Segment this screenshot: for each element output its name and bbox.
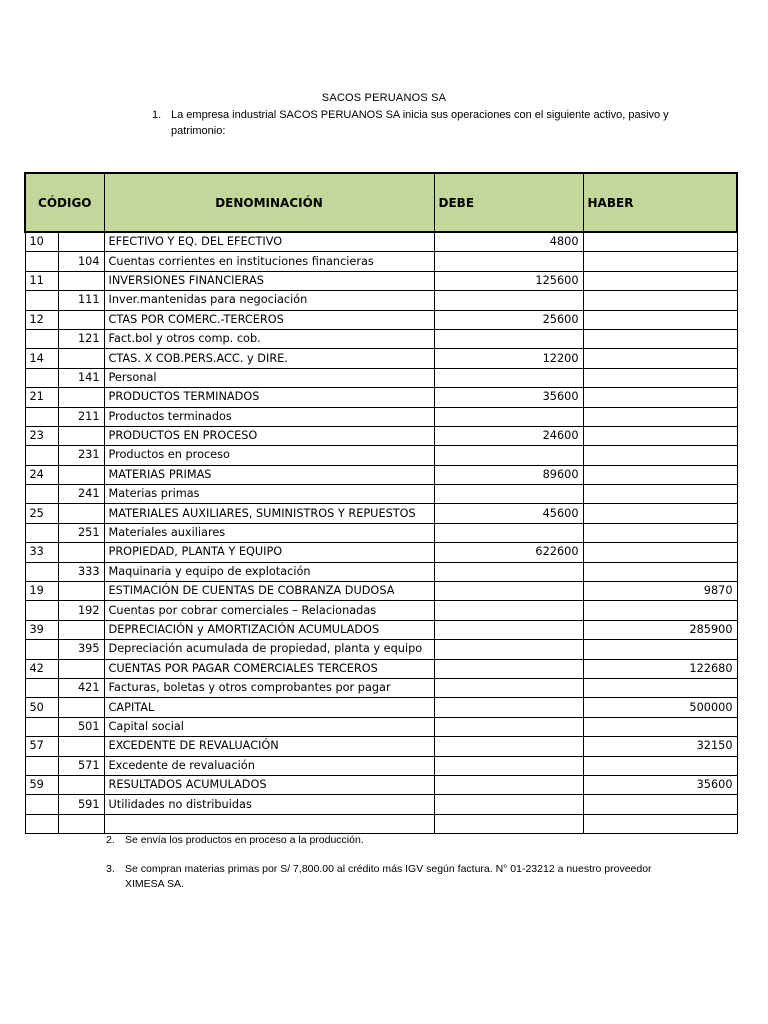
denomination-cell: Materias primas xyxy=(104,485,434,504)
debe-cell xyxy=(434,659,583,678)
debe-cell xyxy=(434,640,583,659)
denomination-cell: ESTIMACIÓN DE CUENTAS DE COBRANZA DUDOSA xyxy=(104,582,434,601)
haber-cell: 9870 xyxy=(583,582,737,601)
haber-cell xyxy=(583,523,737,542)
table-row xyxy=(25,388,737,407)
table-row xyxy=(25,795,737,814)
denomination-cell: Fact.bol y otros comp. cob. xyxy=(104,329,434,348)
account-code-cell xyxy=(25,795,58,814)
header-debe: DEBE xyxy=(434,173,583,232)
table-row xyxy=(25,659,737,678)
account-code-cell: 12 xyxy=(25,310,58,329)
debe-cell xyxy=(434,775,583,794)
account-code-cell xyxy=(25,601,58,620)
intro-paragraph xyxy=(152,107,672,139)
haber-cell xyxy=(583,349,737,368)
debe-cell xyxy=(434,601,583,620)
subaccount-code-cell: 211 xyxy=(58,407,104,426)
haber-cell: 285900 xyxy=(583,620,737,639)
table-row xyxy=(25,698,737,717)
haber-cell xyxy=(583,717,737,736)
subaccount-code-cell: 231 xyxy=(58,446,104,465)
account-code-cell: 19 xyxy=(25,582,58,601)
table-row xyxy=(25,329,737,348)
denomination-cell: Utilidades no distribuidas xyxy=(104,795,434,814)
account-code-cell xyxy=(25,523,58,542)
table-row xyxy=(25,582,737,601)
table-row xyxy=(25,717,737,736)
note-3 xyxy=(106,862,686,892)
debe-cell xyxy=(434,678,583,697)
account-code-cell xyxy=(25,640,58,659)
subaccount-code-cell: 251 xyxy=(58,523,104,542)
haber-cell xyxy=(583,310,737,329)
haber-cell xyxy=(583,426,737,445)
account-code-cell: 42 xyxy=(25,659,58,678)
haber-cell xyxy=(583,543,737,562)
debe-cell xyxy=(434,446,583,465)
debe-cell: 35600 xyxy=(434,388,583,407)
haber-cell xyxy=(583,485,737,504)
subaccount-code-cell xyxy=(58,814,104,833)
debe-cell xyxy=(434,485,583,504)
haber-cell xyxy=(583,232,737,252)
debe-cell: 125600 xyxy=(434,271,583,290)
debe-cell: 25600 xyxy=(434,310,583,329)
denomination-cell: PRODUCTOS TERMINADOS xyxy=(104,388,434,407)
table-row xyxy=(25,349,737,368)
subaccount-code-cell xyxy=(58,543,104,562)
table-row xyxy=(25,504,737,523)
denomination-cell: MATERIALES AUXILIARES, SUMINISTROS Y REPUESTOS xyxy=(104,504,434,523)
note-text: Se envía los productos en proceso a la producción. xyxy=(125,834,364,846)
denomination-cell: PRODUCTOS EN PROCESO xyxy=(104,426,434,445)
table-row xyxy=(25,310,737,329)
denomination-cell: Productos en proceso xyxy=(104,446,434,465)
haber-cell: 500000 xyxy=(583,698,737,717)
haber-cell xyxy=(583,601,737,620)
subaccount-code-cell xyxy=(58,737,104,756)
haber-cell xyxy=(583,814,737,833)
account-code-cell xyxy=(25,291,58,310)
account-code-cell: 14 xyxy=(25,349,58,368)
table-row xyxy=(25,291,737,310)
haber-cell: 32150 xyxy=(583,737,737,756)
accounts-table xyxy=(24,172,738,834)
subaccount-code-cell xyxy=(58,504,104,523)
subaccount-code-cell: 501 xyxy=(58,717,104,736)
debe-cell: 12200 xyxy=(434,349,583,368)
denomination-cell: EFECTIVO Y EQ. DEL EFECTIVO xyxy=(104,232,434,252)
debe-cell xyxy=(434,562,583,581)
account-code-cell: 11 xyxy=(25,271,58,290)
note-number: 3. xyxy=(106,863,115,875)
table-row xyxy=(25,775,737,794)
table-row xyxy=(25,368,737,387)
haber-cell xyxy=(583,407,737,426)
note-text: Se compran materias primas por S/ 7,800.00 al crédito más IGV según factura. N° 01-23212 a nuestro proveedor XIMESA SA. xyxy=(125,863,652,890)
haber-cell xyxy=(583,504,737,523)
debe-cell xyxy=(434,252,583,271)
denomination-cell: Excedente de revaluación xyxy=(104,756,434,775)
account-code-cell xyxy=(25,562,58,581)
subaccount-code-cell xyxy=(58,775,104,794)
haber-cell xyxy=(583,368,737,387)
subaccount-code-cell xyxy=(58,310,104,329)
note-number: 2. xyxy=(106,834,115,846)
haber-cell xyxy=(583,678,737,697)
subaccount-code-cell xyxy=(58,582,104,601)
debe-cell xyxy=(434,368,583,387)
denomination-cell: Materiales auxiliares xyxy=(104,523,434,542)
haber-cell: 122680 xyxy=(583,659,737,678)
table-row xyxy=(25,271,737,290)
debe-cell: 4800 xyxy=(434,232,583,252)
table-row xyxy=(25,426,737,445)
haber-cell xyxy=(583,562,737,581)
header-denomination: DENOMINACIÓN xyxy=(104,173,434,232)
denomination-cell: Personal xyxy=(104,368,434,387)
denomination-cell: Facturas, boletas y otros comprobantes por pagar xyxy=(104,678,434,697)
intro-number: 1. xyxy=(152,109,162,121)
debe-cell xyxy=(434,291,583,310)
account-code-cell xyxy=(25,678,58,697)
haber-cell xyxy=(583,291,737,310)
subaccount-code-cell: 591 xyxy=(58,795,104,814)
table-row xyxy=(25,562,737,581)
debe-cell: 622600 xyxy=(434,543,583,562)
account-code-cell: 24 xyxy=(25,465,58,484)
note-2 xyxy=(106,833,706,848)
subaccount-code-cell: 192 xyxy=(58,601,104,620)
subaccount-code-cell xyxy=(58,232,104,252)
table-row xyxy=(25,640,737,659)
table-row xyxy=(25,407,737,426)
table-row xyxy=(25,601,737,620)
table-row xyxy=(25,465,737,484)
subaccount-code-cell: 395 xyxy=(58,640,104,659)
debe-cell xyxy=(434,407,583,426)
denomination-cell: PROPIEDAD, PLANTA Y EQUIPO xyxy=(104,543,434,562)
subaccount-code-cell: 333 xyxy=(58,562,104,581)
account-code-cell xyxy=(25,252,58,271)
denomination-cell: RESULTADOS ACUMULADOS xyxy=(104,775,434,794)
subaccount-code-cell: 104 xyxy=(58,252,104,271)
denomination-cell: INVERSIONES FINANCIERAS xyxy=(104,271,434,290)
haber-cell xyxy=(583,446,737,465)
subaccount-code-cell: 571 xyxy=(58,756,104,775)
subaccount-code-cell xyxy=(58,465,104,484)
debe-cell xyxy=(434,717,583,736)
denomination-cell: Depreciación acumulada de propiedad, planta y equipo xyxy=(104,640,434,659)
subaccount-code-cell xyxy=(58,698,104,717)
table-row xyxy=(25,232,737,252)
denomination-cell: CUENTAS POR PAGAR COMERCIALES TERCEROS xyxy=(104,659,434,678)
subaccount-code-cell xyxy=(58,388,104,407)
subaccount-code-cell: 421 xyxy=(58,678,104,697)
denomination-cell: DEPRECIACIÓN y AMORTIZACIÓN ACUMULADOS xyxy=(104,620,434,639)
debe-cell xyxy=(434,795,583,814)
denomination-cell: Cuentas por cobrar comerciales – Relacionadas xyxy=(104,601,434,620)
debe-cell xyxy=(434,756,583,775)
table-row xyxy=(25,252,737,271)
account-code-cell: 33 xyxy=(25,543,58,562)
account-code-cell xyxy=(25,485,58,504)
account-code-cell xyxy=(25,814,58,833)
table-row xyxy=(25,756,737,775)
table-row xyxy=(25,814,737,833)
header-haber: HABER xyxy=(583,173,737,232)
account-code-cell xyxy=(25,329,58,348)
subaccount-code-cell: 241 xyxy=(58,485,104,504)
account-code-cell: 50 xyxy=(25,698,58,717)
haber-cell xyxy=(583,388,737,407)
debe-cell xyxy=(434,620,583,639)
intro-text: La empresa industrial SACOS PERUANOS SA inicia sus operaciones con el siguiente activo, pasivo y patrimonio: xyxy=(171,109,669,137)
account-code-cell: 59 xyxy=(25,775,58,794)
denomination-cell: CAPITAL xyxy=(104,698,434,717)
haber-cell: 35600 xyxy=(583,775,737,794)
account-code-cell: 21 xyxy=(25,388,58,407)
debe-cell xyxy=(434,329,583,348)
table-body xyxy=(25,232,737,834)
account-code-cell xyxy=(25,446,58,465)
account-code-cell: 39 xyxy=(25,620,58,639)
haber-cell xyxy=(583,465,737,484)
haber-cell xyxy=(583,640,737,659)
denomination-cell: Productos terminados xyxy=(104,407,434,426)
table-header-row xyxy=(25,173,737,232)
subaccount-code-cell: 111 xyxy=(58,291,104,310)
debe-cell: 45600 xyxy=(434,504,583,523)
table-row xyxy=(25,737,737,756)
account-code-cell xyxy=(25,368,58,387)
debe-cell: 89600 xyxy=(434,465,583,484)
subaccount-code-cell xyxy=(58,426,104,445)
debe-cell xyxy=(434,814,583,833)
account-code-cell xyxy=(25,756,58,775)
table-row xyxy=(25,678,737,697)
denomination-cell: Cuentas corrientes en instituciones financieras xyxy=(104,252,434,271)
header-code: CÓDIGO xyxy=(25,173,104,232)
haber-cell xyxy=(583,271,737,290)
table-row xyxy=(25,485,737,504)
denomination-cell xyxy=(104,814,434,833)
subaccount-code-cell xyxy=(58,349,104,368)
debe-cell xyxy=(434,737,583,756)
haber-cell xyxy=(583,252,737,271)
table-row xyxy=(25,620,737,639)
haber-cell xyxy=(583,329,737,348)
account-code-cell: 57 xyxy=(25,737,58,756)
haber-cell xyxy=(583,756,737,775)
table-row xyxy=(25,523,737,542)
table-row xyxy=(25,543,737,562)
account-code-cell xyxy=(25,717,58,736)
haber-cell xyxy=(583,795,737,814)
debe-cell xyxy=(434,523,583,542)
debe-cell xyxy=(434,698,583,717)
account-code-cell: 25 xyxy=(25,504,58,523)
account-code-cell xyxy=(25,407,58,426)
document-title: SACOS PERUANOS SA xyxy=(321,92,447,104)
subaccount-code-cell xyxy=(58,620,104,639)
denomination-cell: EXCEDENTE DE REVALUACIÓN xyxy=(104,737,434,756)
denomination-cell: CTAS POR COMERC.-TERCEROS xyxy=(104,310,434,329)
subaccount-code-cell: 121 xyxy=(58,329,104,348)
debe-cell: 24600 xyxy=(434,426,583,445)
debe-cell xyxy=(434,582,583,601)
subaccount-code-cell xyxy=(58,659,104,678)
account-code-cell: 23 xyxy=(25,426,58,445)
denomination-cell: CTAS. X COB.PERS.ACC. y DIRE. xyxy=(104,349,434,368)
denomination-cell: Maquinaria y equipo de explotación xyxy=(104,562,434,581)
denomination-cell: MATERIAS PRIMAS xyxy=(104,465,434,484)
denomination-cell: Capital social xyxy=(104,717,434,736)
denomination-cell: Inver.mantenidas para negociación xyxy=(104,291,434,310)
subaccount-code-cell xyxy=(58,271,104,290)
table-row xyxy=(25,446,737,465)
account-code-cell: 10 xyxy=(25,232,58,252)
subaccount-code-cell: 141 xyxy=(58,368,104,387)
